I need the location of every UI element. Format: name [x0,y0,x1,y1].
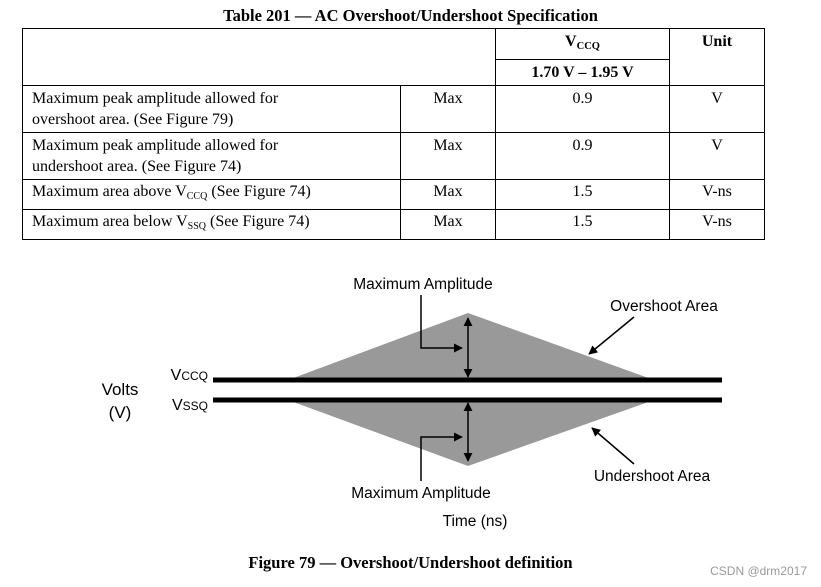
row-type: Max [401,180,496,210]
row-type: Max [401,210,496,240]
row-description-line2: undershoot area. (See Figure 74) [32,158,242,175]
vccq-label-sub: CCQ [181,369,208,383]
header-empty-cell [23,29,496,86]
row-unit: V-ns [670,180,765,210]
row-description [23,210,401,240]
row-subscript: CCQ [186,191,208,202]
row-text-before: Maximum area below V [32,213,188,230]
undershoot-area-arrow [592,428,634,464]
spec-table [22,28,765,240]
row-value: 0.9 [496,86,670,133]
row-value: 1.5 [496,210,670,240]
table-header-row [23,29,765,60]
time-axis-label: Time (ns) [442,513,508,530]
header-range-cell: 1.70 V – 1.95 V [496,60,670,86]
row-unit: V-ns [670,210,765,240]
undershoot-area-label: Undershoot Area [593,468,711,485]
volts-label: Volts [101,380,139,399]
vccq-label-main: V [170,367,182,384]
table-row [23,210,765,240]
row-description [23,133,401,180]
overshoot-area-arrow [589,317,634,354]
watermark: CSDN @drm2017 [710,564,807,578]
row-value: 1.5 [496,180,670,210]
max-amplitude-bottom-label: Maximum Amplitude [351,485,491,502]
header-param-subscript: CCQ [576,41,600,52]
vssq-label-sub: SSQ [182,399,208,413]
row-description [23,180,401,210]
row-value: 0.9 [496,133,670,180]
max-amplitude-top-label: Maximum Amplitude [353,276,493,293]
vccq-label [171,367,208,384]
row-type: Max [401,86,496,133]
table-row [23,180,765,210]
row-text-before: Maximum area above V [32,183,187,200]
row-text-after: (See Figure 74) [207,183,311,200]
overshoot-undershoot-diagram [0,250,821,550]
table-title: Table 201 — AC Overshoot/Undershoot Specification [223,6,598,25]
row-text-after: (See Figure 74) [206,213,310,230]
vssq-label-main: V [171,397,183,414]
table-row [23,86,765,133]
table-row [23,133,765,180]
header-param-symbol: V [565,33,577,50]
row-unit: V [670,86,765,133]
overshoot-area-label: Overshoot Area [610,298,718,315]
figure-caption: Figure 79 — Overshoot/Undershoot definition [248,553,573,572]
header-param-cell [496,29,670,60]
vssq-label [172,397,208,414]
volts-unit-label: (V) [108,403,132,422]
undershoot-area-shape [288,400,654,466]
header-unit-cell: Unit [670,29,765,86]
row-description-line2: overshoot area. (See Figure 79) [32,111,234,128]
row-type: Max [401,133,496,180]
row-subscript: SSQ [187,221,207,232]
row-description-line1: Maximum peak amplitude allowed for [32,90,279,107]
row-description [23,86,401,133]
row-unit: V [670,133,765,180]
row-description-line1: Maximum peak amplitude allowed for [32,137,279,154]
